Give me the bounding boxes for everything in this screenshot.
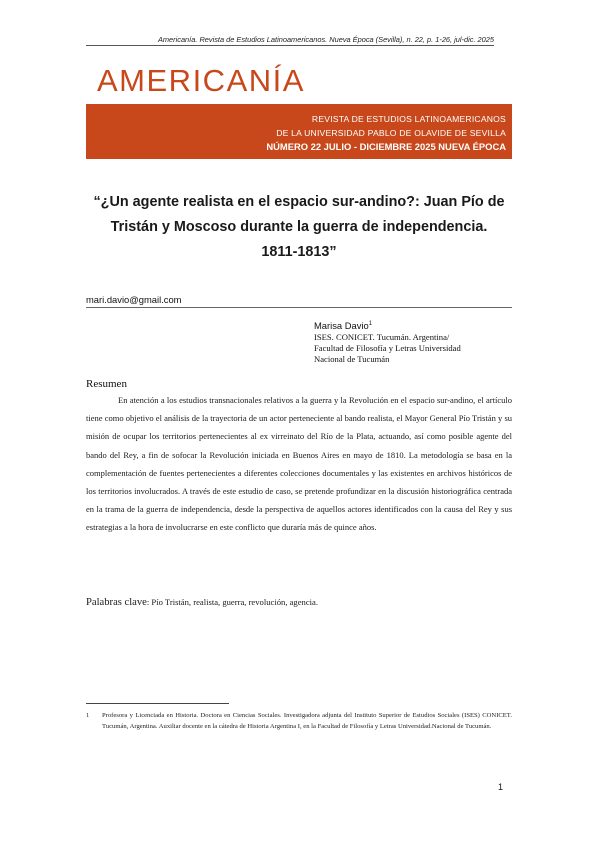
banner-line-2: DE LA UNIVERSIDAD PABLO DE OLAVIDE DE SEVILLA bbox=[276, 128, 506, 138]
banner-bar bbox=[86, 104, 512, 159]
affiliation-line-3: Nacional de Tucumán bbox=[314, 354, 390, 364]
title-line-2: Tristán y Moscoso durante la guerra de independencia. bbox=[110, 219, 488, 235]
footnote-text: Profesora y Licenciada en Historia. Doctora en Ciencias Sociales. Investigadora adjunta del Instituto Superior de Estudios Sociales (ISES) CONICET. Tucumán, Argentina. Auxiliar docente en la cátedra de Historia Argentina I, en la Facultad de Filosofía y Letras Universidad.Nacional de Tucumán. bbox=[102, 712, 512, 730]
author-email[interactable]: mari.davio@gmail.com bbox=[86, 294, 512, 308]
journal-logo: AMERICANÍA bbox=[97, 63, 305, 98]
journal-banner bbox=[86, 55, 512, 159]
footnote-divider bbox=[86, 703, 229, 704]
banner-line-1: REVISTA DE ESTUDIOS LATINOAMERICANOS bbox=[311, 114, 506, 124]
affiliation-line-2: Facultad de Filosofía y Letras Universidad bbox=[314, 343, 461, 353]
footnote-number: 1 bbox=[86, 712, 90, 719]
keywords-text: : Pío Tristán, realista, guerra, revolución, agencia. bbox=[146, 597, 319, 607]
author-name-line bbox=[314, 320, 514, 331]
title-line-3: 1811-1813” bbox=[261, 244, 337, 260]
running-head: Americanía. Revista de Estudios Latinoamericanos. Nueva Época (Sevilla), n. 22, p. 1-26, jul-dic. 2025 bbox=[86, 35, 494, 46]
page-number: 1 bbox=[498, 782, 504, 792]
title-line-1: “¿Un agente realista en el espacio sur-andino?: Juan Pío de bbox=[93, 194, 505, 210]
footnote bbox=[86, 711, 512, 732]
footnote-ref[interactable]: 1 bbox=[368, 320, 373, 327]
keywords bbox=[86, 597, 512, 608]
abstract-text: En atención a los estudios transnacionales relativos a la guerra y la Revolución en el espacio sur-andino, el artículo tiene como objetivo el análisis de la trayectoria de un actor perteneciente al bando realista, el Mayor General Pío Tristán y su misión de ocupar los territorios pertenecientes al ex virreinato del Río de la Plata, actuando, así como posible agente del bando del Rey, a fin de sofocar la Revolución iniciada en Buenos Aires en mayo de 1810. La metodología se basa en la complementación de fuentes pertenecientes a diferentes colecciones documentales y las existentes en archivos históricos de los territorios involucrados. A través de este estudio de caso, se pretende profundizar en la discusión historiográfica centrada en la trama de la guerra de independencia, desde la perspectiva de aquellos actores identificados con la causa del Rey y sus estrategias a la hora de involucrarse en este conflicto que duraría más de quince años. bbox=[86, 395, 512, 533]
abstract-heading: Resumen bbox=[86, 378, 127, 390]
banner-issue-line: NÚMERO 22 JULIO - DICIEMBRE 2025 NUEVA ÉPOCA bbox=[266, 141, 506, 152]
affiliation-line-1: ISES. CONICET. Tucumán. Argentina/ bbox=[314, 332, 450, 342]
author-affiliation bbox=[314, 332, 514, 365]
author-block bbox=[314, 320, 514, 365]
author-name: Marisa Davio bbox=[314, 320, 369, 331]
article-title bbox=[86, 190, 512, 265]
keywords-label: Palabras clave bbox=[86, 597, 147, 608]
